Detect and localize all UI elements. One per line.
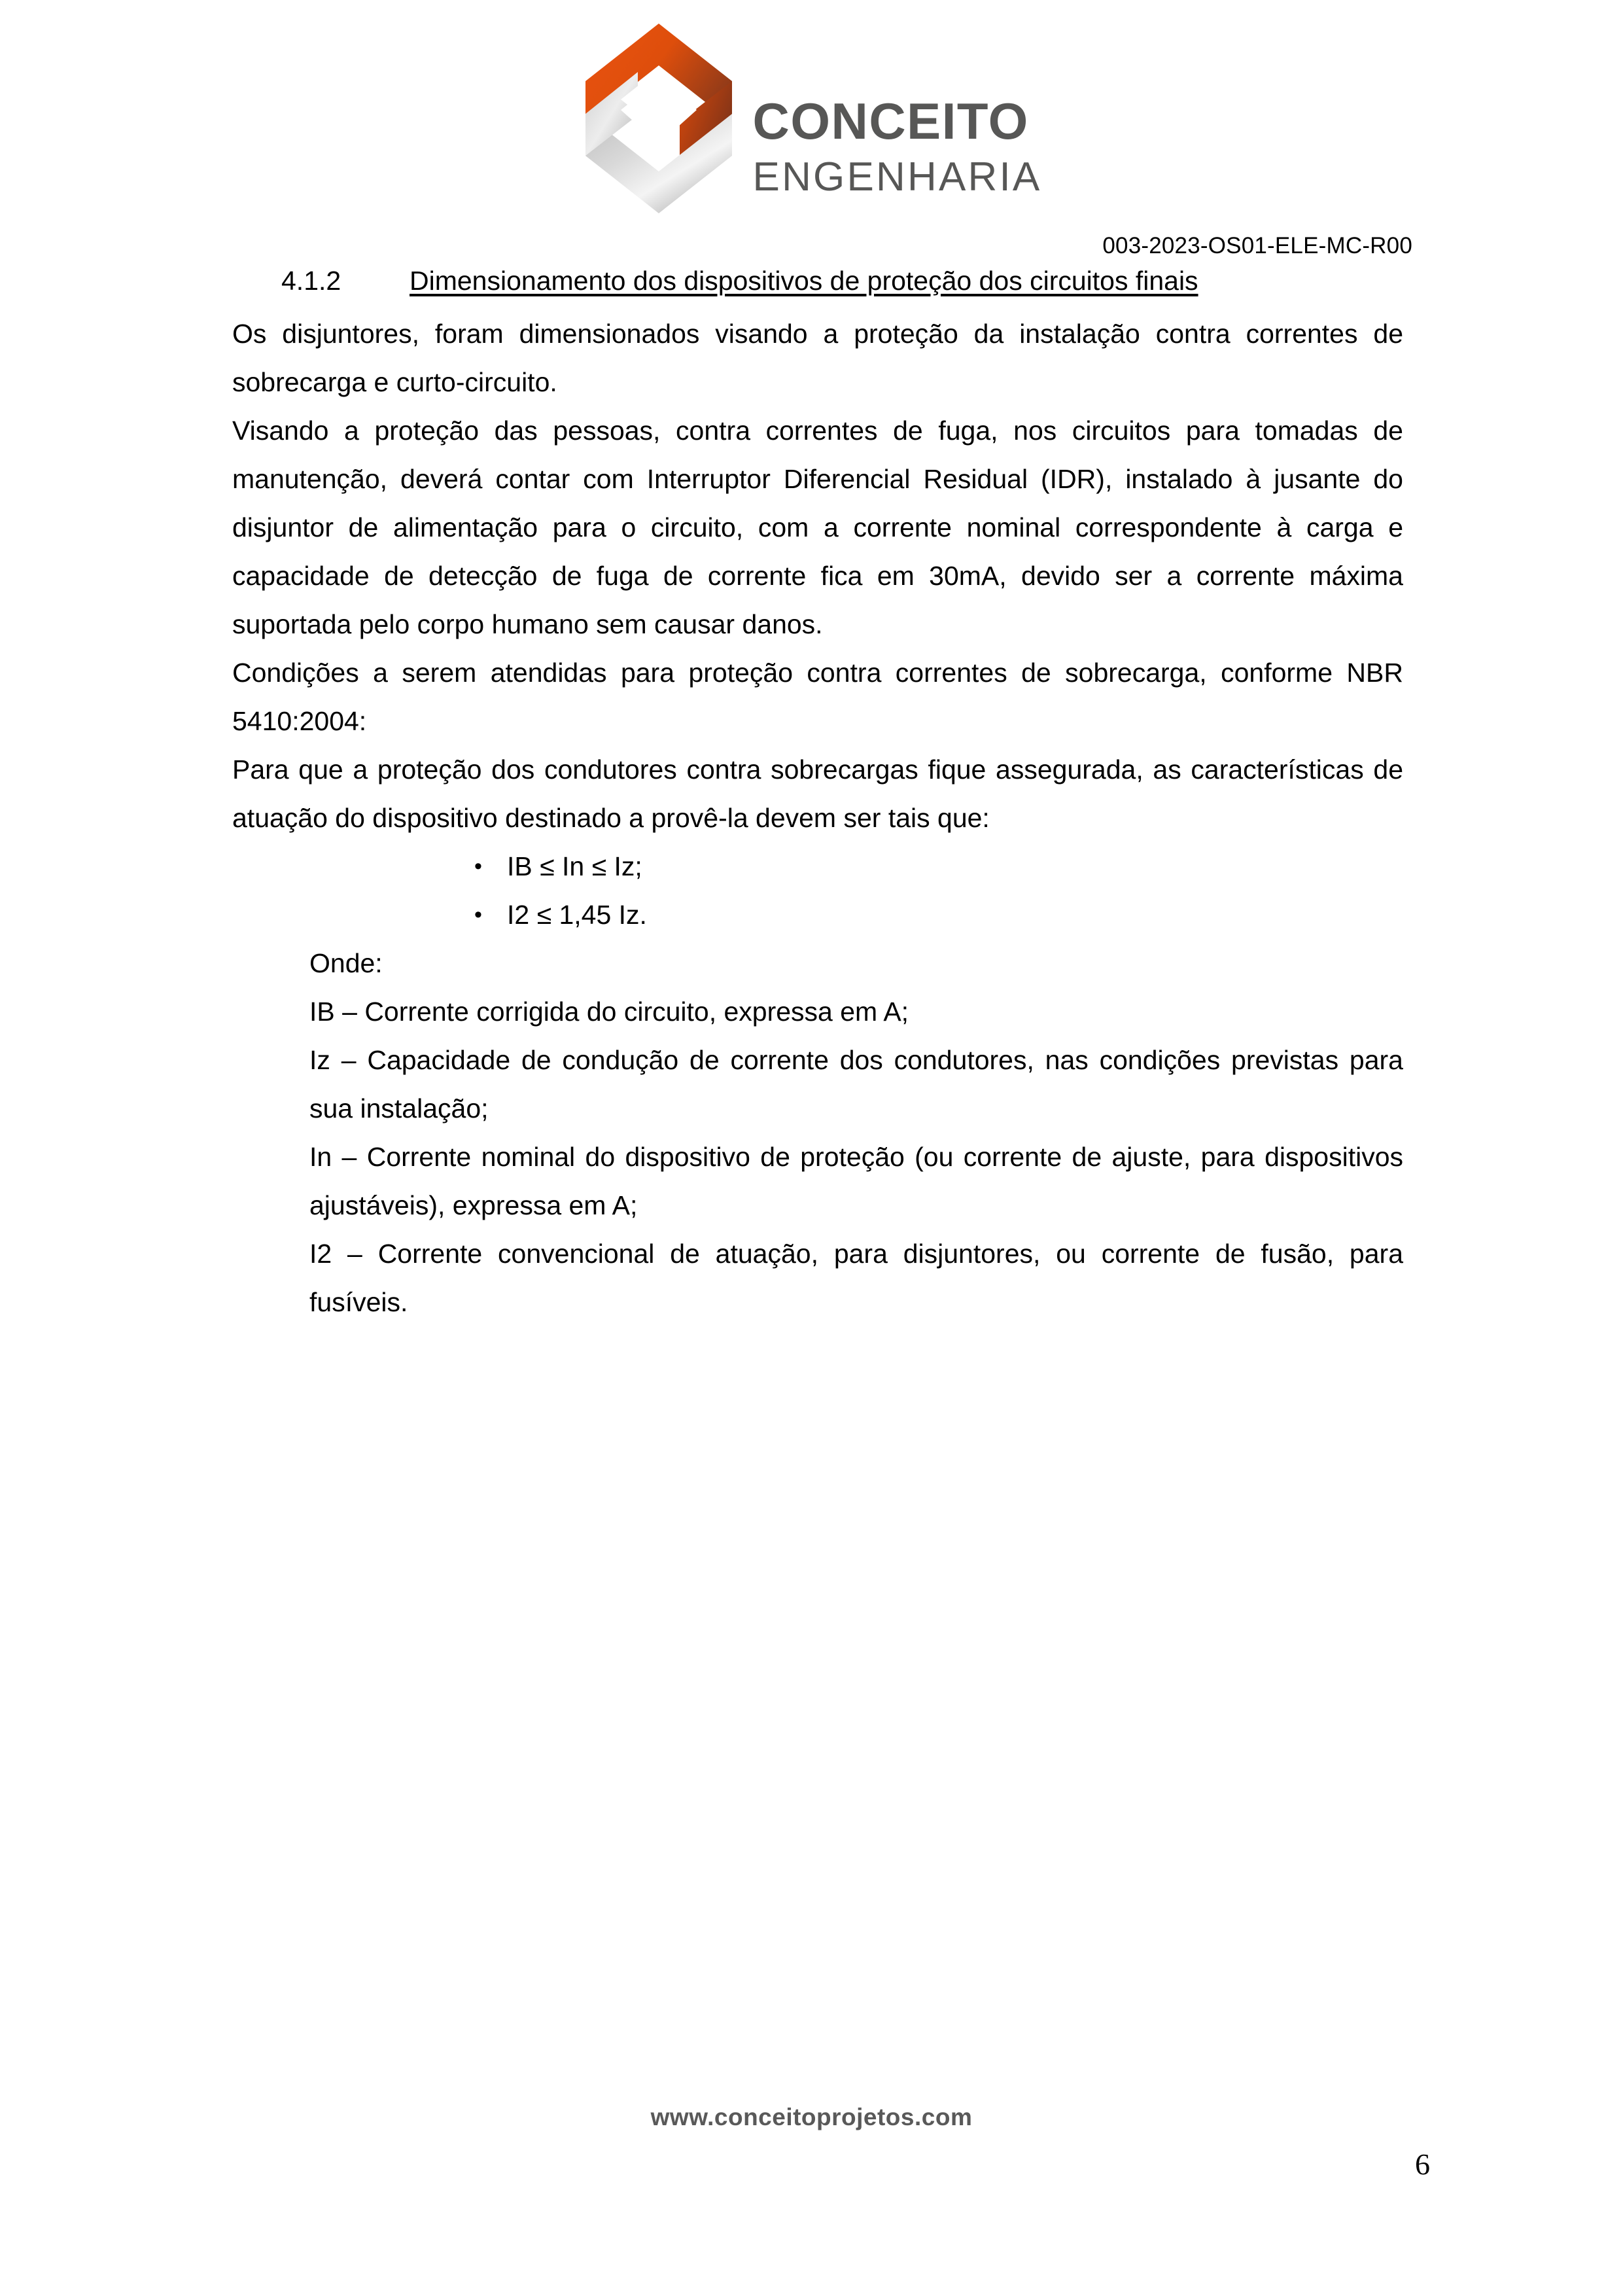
definitions-block bbox=[309, 939, 1403, 1326]
bullet-icon: • bbox=[474, 854, 482, 879]
paragraph-disjuntores: Os disjuntores, foram dimensionados visando a proteção da instalação contra correntes de sobrecarga e curto-circuito. bbox=[232, 319, 1403, 398]
definition-ib: IB – Corrente corrigida do circuito, expressa em A; bbox=[309, 997, 909, 1027]
definition-iz: Iz – Capacidade de condução de corrente dos condutores, nas condições previstas para sua instalação; bbox=[309, 1045, 1403, 1124]
logo-title: CONCEITO bbox=[752, 92, 1029, 150]
list-item-text: IB ≤ In ≤ Iz; bbox=[507, 851, 642, 882]
paragraph-condicoes-nbr: Condições a serem atendidas para proteção contra correntes de sobrecarga, conforme NBR 5410:2004: bbox=[232, 658, 1403, 737]
document-content bbox=[232, 264, 1403, 1326]
list-item bbox=[474, 891, 1403, 939]
definition-in: In – Corrente nominal do dispositivo de proteção (ou corrente de ajuste, para dispositivos ajustáveis), expressa em A; bbox=[309, 1142, 1403, 1221]
definitions-label: Onde: bbox=[309, 948, 383, 979]
section-number: 4.1.2 bbox=[281, 266, 341, 296]
footer-website: www.conceitoprojetos.com bbox=[650, 2104, 973, 2130]
logo-subtitle: ENGENHARIA bbox=[752, 154, 1042, 200]
conceito-hexagon-icon bbox=[582, 20, 736, 217]
list-item-text: I2 ≤ 1,45 Iz. bbox=[507, 900, 647, 930]
list-item bbox=[474, 842, 1403, 891]
conditions-list bbox=[232, 842, 1403, 939]
bullet-icon: • bbox=[474, 902, 482, 928]
section-title: Dimensionamento dos dispositivos de proteção dos circuitos finais bbox=[410, 266, 1198, 296]
company-logo bbox=[0, 20, 1623, 217]
page-number: 6 bbox=[1415, 2147, 1430, 2181]
section-heading bbox=[281, 264, 1403, 298]
document-code: 003-2023-OS01-ELE-MC-R00 bbox=[1102, 233, 1412, 258]
paragraph-caracteristicas: Para que a proteção dos condutores contra sobrecargas fique assegurada, as características de atuação do dispositivo destinado a provê-la devem ser tais que: bbox=[232, 754, 1403, 834]
definition-i2: I2 – Corrente convencional de atuação, para disjuntores, ou corrente de fusão, para fusíveis. bbox=[309, 1239, 1403, 1318]
paragraph-idr: Visando a proteção das pessoas, contra correntes de fuga, nos circuitos para tomadas de manutenção, deverá contar com Interruptor Diferencial Residual (IDR), instalado à jusante do disjuntor de alimentação para o circuito, com a corrente nominal correspondente à carga e capacidade de detecção de fuga de corrente fica em 30mA, devido ser a corrente máxima suportada pelo corpo humano sem causar danos. bbox=[232, 415, 1403, 640]
